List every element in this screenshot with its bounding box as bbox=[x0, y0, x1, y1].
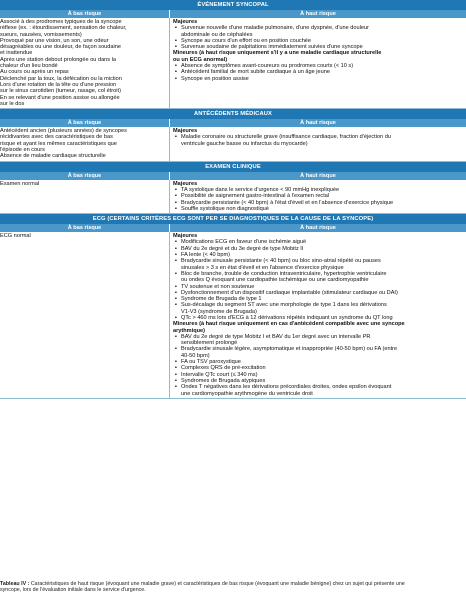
caption-text-2: syncope, lors de l'évaluation initiale dans le service d'urgence. bbox=[0, 587, 146, 594]
list-item-text-cont: V1-V3 (syndrome de Brugada) bbox=[181, 308, 257, 315]
criteria-heading: Majeures bbox=[173, 128, 198, 135]
list-item-text: Survenue nouvelle d'une maladie pulmonaire, d'une dyspnée, d'une douleur bbox=[181, 25, 369, 32]
bullet-icon: ▪ bbox=[175, 270, 177, 277]
bullet-icon: ▪ bbox=[175, 44, 177, 51]
low-risk-header: À bas risque bbox=[0, 224, 170, 232]
low-risk-line: récidivantes avec des caractéristiques de bas bbox=[0, 134, 113, 141]
bullet-icon: ▪ bbox=[175, 333, 177, 340]
high-risk-cell bbox=[170, 180, 466, 213]
list-item-text: Syncope en position assise bbox=[181, 75, 249, 82]
bullet-icon: ▪ bbox=[175, 134, 177, 141]
criteria-heading-cont: ou un ECG anormal) bbox=[173, 56, 228, 63]
list-item-text: Sus-décalage du segment ST avec une morphologie de type 1 dans les dérivations bbox=[181, 302, 387, 309]
bullet-icon: ▪ bbox=[175, 75, 177, 82]
low-risk-line: Au cours ou après un repas bbox=[0, 69, 69, 76]
list-item-text: FA lente (< 40 bpm) bbox=[181, 252, 230, 259]
list-item-text-cont: abdominale ou de céphalées bbox=[181, 31, 253, 38]
list-item-text: Souffle systolique non diagnostiqué bbox=[181, 205, 269, 212]
bullet-icon: ▪ bbox=[175, 69, 177, 76]
bullet-icon: ▪ bbox=[175, 289, 177, 296]
low-risk-line: Lors d'une rotation de la tête ou d'une pression bbox=[0, 81, 117, 88]
list-item-text: Dysfonctionnement d'un dispositif cardiaque implantable (stimulateur cardiaque ou DAI) bbox=[181, 289, 398, 296]
list-item-text: Intervalle QTc court (≤ 340 ms) bbox=[181, 371, 258, 378]
list-item-text: Maladie coronaire ou structurelle grave (insuffisance cardiaque, fraction d'éjection du bbox=[181, 134, 391, 141]
low-risk-line: Absence de maladie cardiaque structurelle bbox=[0, 153, 106, 160]
bullet-icon: ▪ bbox=[175, 359, 177, 366]
list-item-text: Syndromes de Brugada atypiques bbox=[181, 377, 266, 384]
criteria-heading-cont: arythmique) bbox=[173, 327, 206, 334]
low-risk-line: désagréables ou une douleur, de façon soudaine bbox=[0, 44, 121, 51]
section-title: ANTÉCÉDENTS MÉDICAUX bbox=[0, 109, 466, 119]
low-risk-line: réflexe (ex. : étourdissement, sensation de chaleur, bbox=[0, 25, 127, 32]
criteria-heading: Mineures (à haut risque uniquement s'il y a une maladie cardiaque structurelle bbox=[173, 50, 382, 57]
low-risk-cell bbox=[0, 180, 170, 213]
list-item bbox=[173, 384, 465, 390]
list-item-text: QTc > 460 ms lors d'ECG à 12 dérivations répétés indiquant un syndrome du QT long bbox=[181, 314, 393, 321]
table-row bbox=[0, 232, 466, 399]
low-risk-header: À bas risque bbox=[0, 119, 170, 127]
low-risk-line: Examen normal bbox=[0, 180, 40, 187]
list-item-text: Syncope au cours d'un effort ou en position couchée bbox=[181, 37, 312, 44]
list-item-text-cont: une cardiomyopathie arythmogène du ventricule droit bbox=[181, 390, 313, 397]
list-item bbox=[173, 346, 465, 352]
list-item bbox=[173, 206, 465, 212]
list-item-text: Modifications ECG en faveur d'une ischémie aiguë bbox=[181, 239, 307, 246]
list-item-text: Absence de symptômes avant-coureurs ou prodromes courts (< 10 s) bbox=[181, 63, 354, 70]
bullet-icon: ▪ bbox=[175, 245, 177, 252]
list-item-text: Survenue soudaine de palpitations immédiatement suivies d'une syncope bbox=[181, 44, 363, 51]
criteria-heading: Majeures bbox=[173, 19, 198, 25]
table-row bbox=[0, 127, 466, 161]
high-risk-cell bbox=[170, 18, 466, 108]
bullet-icon: ▪ bbox=[175, 314, 177, 321]
low-risk-line: Provoqué par une vision, un son, une odeur bbox=[0, 37, 109, 44]
bullet-icon: ▪ bbox=[175, 205, 177, 212]
bullet-icon: ▪ bbox=[175, 252, 177, 259]
low-risk-line: Après une station debout prolongée ou dans la bbox=[0, 56, 117, 63]
column-headers bbox=[0, 10, 466, 18]
list-item-text-cont: 40-50 bpm) bbox=[181, 352, 210, 359]
bullet-icon: ▪ bbox=[175, 384, 177, 391]
bullet-icon: ▪ bbox=[175, 283, 177, 290]
low-risk-cell bbox=[0, 127, 170, 160]
low-risk-line: chaleur d'un lieu bondé bbox=[0, 63, 58, 70]
high-risk-header: À haut risque bbox=[170, 224, 466, 232]
list-item-text: BAV du 2e degré de type Mobitz I et BAV du 1er degré avec un intervalle PR bbox=[181, 333, 371, 340]
bullet-icon: ▪ bbox=[175, 371, 177, 378]
bullet-icon: ▪ bbox=[175, 302, 177, 309]
column-headers bbox=[0, 172, 466, 180]
low-risk-line: et inattendue bbox=[0, 50, 33, 57]
table-row bbox=[0, 180, 466, 214]
low-risk-header: À bas risque bbox=[0, 10, 170, 18]
bullet-icon: ▪ bbox=[175, 25, 177, 32]
list-item-text: Complexes QRS de pré-excitation bbox=[181, 365, 266, 372]
table-row bbox=[0, 18, 466, 109]
criteria-heading: Majeures bbox=[173, 233, 198, 240]
list-item bbox=[173, 258, 465, 264]
list-item-text: BAV du 2e degré et du 3e degré de type Mobitz II bbox=[181, 245, 304, 252]
list-item-text: Ondes T négatives dans les dérivations précordiales droites, ondes epsilon évoquant bbox=[181, 384, 392, 391]
low-risk-cell bbox=[0, 232, 170, 398]
list-item-text: Bradycardie sinusale persistante (< 40 bpm) ou bloc sino-atrial répété ou pauses bbox=[181, 258, 381, 265]
low-risk-line: Antécédent ancien (plusieurs années) de syncopes bbox=[0, 128, 127, 135]
low-risk-line: sur le sinus carotidien (tumeur, rasage, col étroit) bbox=[0, 88, 121, 95]
list-item-text: Bradycardie sinusale légère, asymptomatique et inappropriée (40-50 bpm) ou FA (entre bbox=[181, 346, 398, 353]
bullet-icon: ▪ bbox=[175, 199, 177, 206]
high-risk-cell bbox=[170, 127, 466, 160]
list-item-text: Antécédent familial de mort subite cardiaque à un âge jeune bbox=[181, 69, 330, 76]
list-item-text-cont: ou ondes Q évoquant une cardiopathie ischémique ou une cardiomyopathie bbox=[181, 277, 369, 284]
low-risk-cell bbox=[0, 18, 170, 108]
list-item bbox=[173, 25, 465, 31]
caption-label: Tableau IV : bbox=[0, 581, 30, 587]
low-risk-line: sur le dos bbox=[0, 100, 25, 107]
list-item-text: Bradycardie persistante (< 40 bpm) à l'état d'éveil et en l'absence d'exercice physique bbox=[181, 199, 394, 206]
list-item-text: Syndrome de Brugada de type 1 bbox=[181, 296, 262, 303]
low-risk-line: risque et ayant les mêmes caractéristiques que bbox=[0, 140, 117, 147]
section-title: ECG (CERTAINS CRITÈRES ECG SONT PER SE DIAGNOSTIQUES DE LA CAUSE DE LA SYNCOPE) bbox=[0, 214, 466, 224]
criteria-heading: Majeures bbox=[173, 180, 198, 187]
low-risk-line: Associé à des prodromes typiques de la syncope bbox=[0, 19, 122, 25]
bullet-icon: ▪ bbox=[175, 63, 177, 70]
bullet-icon: ▪ bbox=[175, 239, 177, 246]
bullet-icon: ▪ bbox=[175, 365, 177, 372]
list-item-text: Possibilité de saignement gastro-intestinal à l'examen rectal bbox=[181, 193, 330, 200]
low-risk-line: sueurs, nausées, vomissements) bbox=[0, 31, 82, 38]
bullet-icon: ▪ bbox=[175, 377, 177, 384]
section-title: ÉVÉNEMENT SYNCOPAL bbox=[0, 0, 466, 10]
low-risk-header: À bas risque bbox=[0, 172, 170, 180]
bullet-icon: ▪ bbox=[175, 296, 177, 303]
caption-text: Caractéristiques de haut risque (évoquant une maladie grave) et caractéristiques de bas risque (évoquant une maladie bénigne) chez un sujet qui présente une bbox=[29, 581, 405, 587]
list-item bbox=[173, 134, 465, 140]
list-item-text-cont: sensiblement prolongé bbox=[181, 340, 238, 347]
criteria-heading: Mineures (à haut risque uniquement en cas d'antécédent compatible avec une syncope bbox=[173, 321, 405, 328]
list-item-text-cont: sinusales > 3 s en état d'éveil et en l'absence d'exercice physique bbox=[181, 264, 344, 271]
list-item bbox=[173, 302, 465, 308]
bullet-icon: ▪ bbox=[175, 186, 177, 193]
bullet-icon: ▪ bbox=[175, 37, 177, 44]
low-risk-line: Déclenché par la toux, la défécation ou la miction bbox=[0, 75, 122, 82]
column-headers bbox=[0, 119, 466, 127]
high-risk-header: À haut risque bbox=[170, 119, 466, 127]
bullet-icon: ▪ bbox=[175, 258, 177, 265]
list-item-text: Bloc de branche, trouble de conduction intraventriculaire, hypertrophie ventriculaire bbox=[181, 270, 387, 277]
low-risk-line: ECG normal bbox=[0, 233, 31, 240]
low-risk-line: l'épisode en cours bbox=[0, 147, 45, 154]
column-headers bbox=[0, 224, 466, 232]
list-item bbox=[173, 76, 465, 82]
list-item-text: TA systolique dans le service d'urgence < 90 mmHg inexpliquée bbox=[181, 186, 340, 193]
high-risk-header: À haut risque bbox=[170, 10, 466, 18]
low-risk-line: En se relevant d'une position assise ou allongée bbox=[0, 94, 120, 101]
high-risk-cell bbox=[170, 232, 466, 398]
bullet-icon: ▪ bbox=[175, 346, 177, 353]
bullet-icon: ▪ bbox=[175, 193, 177, 200]
list-item-text-cont: ventricule gauche basse ou infarctus du myocarde) bbox=[181, 140, 308, 147]
section-title: EXAMEN CLINIQUE bbox=[0, 162, 466, 172]
list-item-text: FA ou TSV paroxystique bbox=[181, 359, 241, 366]
table-caption bbox=[0, 581, 466, 594]
high-risk-header: À haut risque bbox=[170, 172, 466, 180]
list-item-text: TV soutenue et non soutenue bbox=[181, 283, 255, 290]
